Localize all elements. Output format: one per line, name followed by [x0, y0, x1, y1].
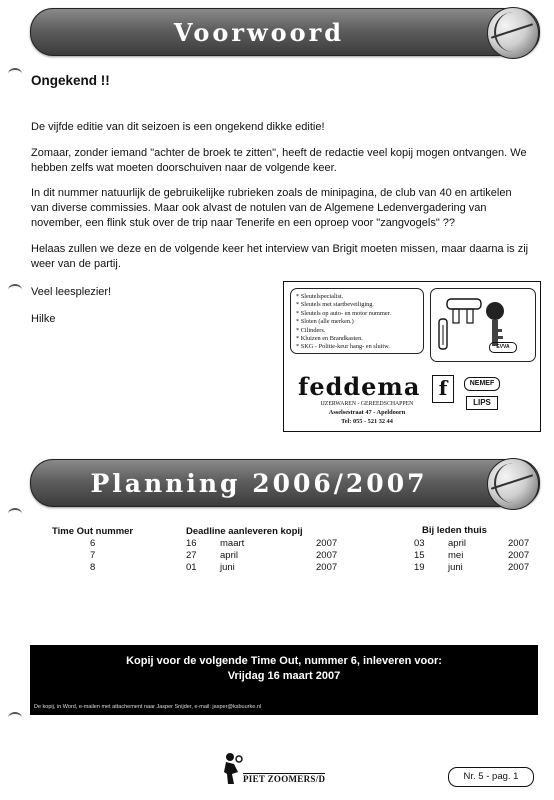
key-lock-icon: [431, 289, 535, 361]
cell-year: 2007: [316, 561, 338, 573]
service-item: * SKG - Politie-keur hang- en sluitw.: [296, 343, 418, 351]
service-item: * Sleutels op auto- en motor nummer.: [296, 310, 418, 318]
f-logo-icon: f: [432, 375, 454, 403]
notice-line: Kopij voor de volgende Time Out, nummer 6, inleveren voor:: [126, 655, 442, 667]
address: Asselsestraat 47 - Apeldoorn: [328, 409, 406, 416]
planning-banner: [30, 459, 540, 507]
notice-email-info: De kopij, in Word, e-mailen met attachement naar Jasper Snijder, e-mail: jasper@ksbuurke.nl: [34, 704, 262, 710]
cell-day: 16: [186, 537, 197, 549]
cell-day: 27: [186, 549, 197, 561]
binder-hole: [8, 508, 22, 520]
tagline: IJZERWAREN - GEREEDSCHAPPEN: [320, 401, 414, 407]
feddema-advertisement: [283, 281, 541, 432]
lips-logo: LIPS: [466, 396, 498, 410]
closing-line: Veel leesplezier!: [31, 286, 112, 298]
volleyball-icon: [487, 458, 539, 510]
keys-illustration: [430, 288, 536, 362]
service-item: * Sleutelspecialist.: [296, 293, 418, 301]
cell-month: maart: [220, 537, 245, 549]
cell-month: april: [220, 549, 238, 561]
evva-logo: EVVA: [489, 342, 517, 353]
cell-year: 2007: [316, 549, 338, 561]
page-number: Nr. 5 - pag. 1: [448, 767, 534, 787]
planning-table: [48, 525, 542, 573]
binder-hole: [8, 284, 22, 296]
col-header-deadline: Deadline aanleveren kopij: [186, 525, 303, 537]
col-header-nummer: Time Out nummer: [52, 525, 134, 537]
binder-hole: [8, 712, 22, 724]
cell-month: juni: [448, 561, 463, 573]
cell-day: 19: [414, 561, 425, 573]
submission-notice: [30, 645, 538, 715]
player-icon: [222, 752, 244, 786]
table-row: [48, 537, 542, 549]
service-item: * Sloten (alle merken.): [296, 318, 418, 326]
cell-day: 15: [414, 549, 425, 561]
paragraph: Zomaar, zonder iemand "achter de broek te zitten", heeft de redactie veel kopij mogen ontvangen. We hebben zelfs wat moeten doorschuiven naar de volgende keer.: [31, 147, 527, 174]
notice-deadline: Vrijdag 16 maart 2007: [227, 670, 341, 682]
cell-month: juni: [220, 561, 235, 573]
service-item: * Kluizen en Brandkasten.: [296, 335, 418, 343]
club-logo: [222, 752, 340, 786]
volleyball-icon: [487, 7, 539, 59]
article-heading: Ongekend !!: [31, 73, 110, 88]
cell-nr: 8: [90, 561, 96, 573]
service-item: * Cilinders.: [296, 327, 418, 335]
notice-text: [30, 654, 538, 684]
cell-day: 01: [186, 561, 197, 573]
cell-nr: 7: [90, 549, 96, 561]
table-header-row: [48, 525, 542, 537]
club-logo-text: PIET ZOOMERS/D: [243, 774, 326, 784]
cell-month: april: [448, 537, 466, 549]
cell-year: 2007: [508, 561, 530, 573]
planning-title: Planning 2006/2007: [90, 468, 428, 498]
voorwoord-banner: [30, 8, 540, 56]
signature: Hilke: [31, 313, 56, 325]
table-row: [48, 549, 542, 561]
binder-hole: [8, 68, 22, 80]
table-row: [48, 561, 542, 573]
cell-year: 2007: [508, 537, 530, 549]
phone: Tel: 055 - 521 32 44: [341, 418, 393, 425]
col-header-thuis: Bij leden thuis: [422, 525, 487, 536]
service-item: * Sleutels met startbeveiliging.: [296, 301, 418, 309]
paragraph: In dit nummer natuurlijk de gebruikelijke rubrieken zoals de minipagina, de club van 40 en artikelen van diverse commissies. Maar ook alvast de notulen van de Algemene Ledenvergadering van november, een flink stuk over de trip naar Tenerife en een oproep voor "zangvogels" ??: [31, 187, 512, 229]
brand-name: feddema: [298, 372, 421, 401]
service-list: [290, 288, 424, 354]
cell-year: 2007: [316, 537, 338, 549]
nemef-logo: NEMEF: [464, 377, 500, 391]
cell-nr: 6: [90, 537, 96, 549]
cell-year: 2007: [508, 549, 530, 561]
cell-day: 03: [414, 537, 425, 549]
paragraph: Helaas zullen we deze en de volgende keer het interview van Brigit moeten missen, maar daarna is zij weer van de partij.: [31, 243, 529, 270]
voorwoord-title: Voorwoord: [173, 17, 345, 47]
paragraph: De vijfde editie van dit seizoen is een ongekend dikke editie!: [31, 121, 325, 133]
cell-month: mei: [448, 549, 464, 561]
